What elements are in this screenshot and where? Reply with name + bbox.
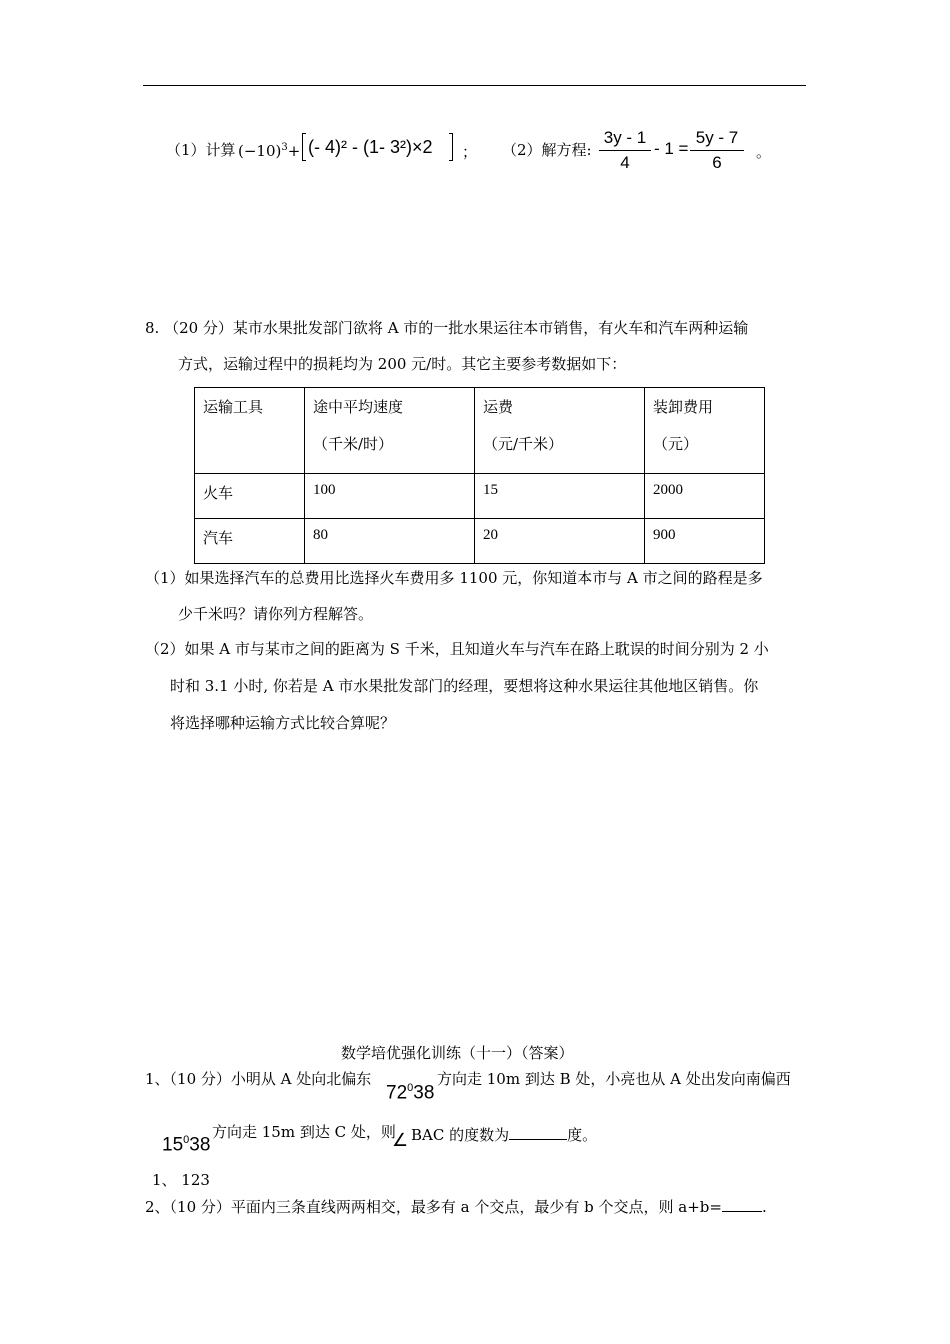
angle1-minutes: 38 [413, 1082, 435, 1104]
fraction-bar [599, 150, 651, 151]
answer2-blank [722, 1197, 762, 1212]
answer1-unit: 度。 [567, 1126, 598, 1144]
q8-intro-line2: 方式，运输过程中的损耗均为 200 元/时。其它主要参考数据如下： [178, 355, 627, 373]
angle1-degrees: 72 [386, 1082, 408, 1104]
answer1-blank [509, 1125, 567, 1140]
table-cell: 火车 [195, 474, 305, 519]
table-cell: 15 [475, 474, 645, 519]
header-unit: （千米/时） [313, 435, 394, 453]
header-rule [143, 85, 806, 86]
answer1-angle1 [386, 1082, 434, 1104]
q7-part1-label: （1）计算 [166, 141, 236, 159]
q7-part2-right-fraction [690, 128, 744, 173]
header-label: 运输工具 [203, 398, 264, 416]
table-header-cell [305, 388, 475, 474]
table-header-row [195, 388, 765, 474]
fraction-bar [690, 150, 744, 151]
table-cell: 100 [305, 474, 475, 519]
answer2-end: . [761, 1198, 767, 1216]
header-unit: （元/千米） [483, 435, 564, 453]
table-header-cell [195, 388, 305, 474]
table-cell: 2000 [645, 474, 765, 519]
table-header-cell [645, 388, 765, 474]
q8-sub2-line3: 将选择哪种运输方式比较合算呢？ [170, 714, 396, 732]
q7-part1-base-text: (−10) [238, 142, 282, 160]
q7-part2-left-numerator: 3y - 1 [603, 128, 647, 147]
table-row [195, 474, 765, 519]
header-label: 装卸费用 [653, 398, 714, 416]
table-row [195, 519, 765, 564]
q8-sub2-line2: 时和 3.1 小时, 你若是 A 市水果批发部门的经理，要想将这种水果运往其他地区销售。你 [170, 677, 759, 695]
q7-part1-bracket-right [449, 133, 453, 161]
table-cell: 80 [305, 519, 475, 564]
q7-part2-left-fraction [599, 128, 651, 173]
table-header-cell [475, 388, 645, 474]
q7-part2-end: 。 [756, 143, 772, 161]
answers-title: 数学培优强化训练（十一）（答案） [341, 1044, 574, 1062]
freight-table [194, 387, 765, 564]
answer1-angle2 [162, 1134, 210, 1156]
angle2-degrees: 15 [162, 1134, 184, 1156]
answer1-line2-mid: 方向走 15m 到达 C 处，则 [212, 1123, 396, 1141]
q7-part2-right-numerator: 5y - 7 [695, 128, 739, 147]
answer2-line [145, 1197, 767, 1215]
answer1-question-text: BAC 的度数为 [411, 1126, 510, 1144]
answer1-line2-post [411, 1125, 597, 1143]
degree-mark: 0 [407, 1082, 414, 1094]
answer1-value: 1、 123 [152, 1171, 210, 1189]
answer1-line1-post: 方向走 10m 到达 B 处，小亮也从 A 处出发向南偏西 [437, 1070, 791, 1088]
q7-part1-plus: + [287, 142, 301, 160]
q7-part2-right-denominator: 6 [712, 153, 722, 172]
q7-part2-middle: - 1 = [654, 139, 689, 158]
angle-symbol: ∠ [392, 1130, 409, 1150]
q7-part2-left-denominator: 4 [620, 153, 630, 172]
q7-part1-bracket-left [302, 133, 306, 161]
answer1-line1-pre: 1、（10 分）小明从 A 处向北偏东 [145, 1070, 372, 1088]
q8-sub2-line1: （2）如果 A 市与某市之间的距离为 S 千米，且知道火车与汽车在路上耽误的时间分别为 2 小 [145, 640, 769, 658]
header-label: 途中平均速度 [313, 398, 404, 416]
q7-part2-label: （2）解方程: [502, 141, 592, 159]
table-cell: 900 [645, 519, 765, 564]
q8-sub1-line1: （1）如果选择汽车的总费用比选择火车费用多 1100 元，你知道本市与 A 市之间的路程是多 [145, 569, 763, 587]
answer2-text: 2、（10 分）平面内三条直线两两相交，最多有 a 个交点，最少有 b 个交点，则 a+b= [145, 1198, 722, 1216]
q7-part1-end: ； [462, 143, 478, 161]
header-label: 运费 [483, 398, 514, 416]
header-unit: （元） [653, 435, 699, 453]
q7-part1-exponent: 3 [281, 142, 288, 153]
q7-part1-base [238, 143, 300, 159]
table-cell: 20 [475, 519, 645, 564]
degree-mark: 0 [183, 1134, 190, 1146]
table-cell: 汽车 [195, 519, 305, 564]
q7-part1-expression: (- 4)² - (1- 3²)×2 [308, 137, 433, 157]
q8-sub1-line2: 少千米吗？请你列方程解答。 [178, 605, 374, 623]
angle2-minutes: 38 [189, 1134, 211, 1156]
q8-intro-line1: 8. （20 分）某市水果批发部门欲将 A 市的一批水果运往本市销售，有火车和汽车两种运输 [145, 319, 749, 337]
